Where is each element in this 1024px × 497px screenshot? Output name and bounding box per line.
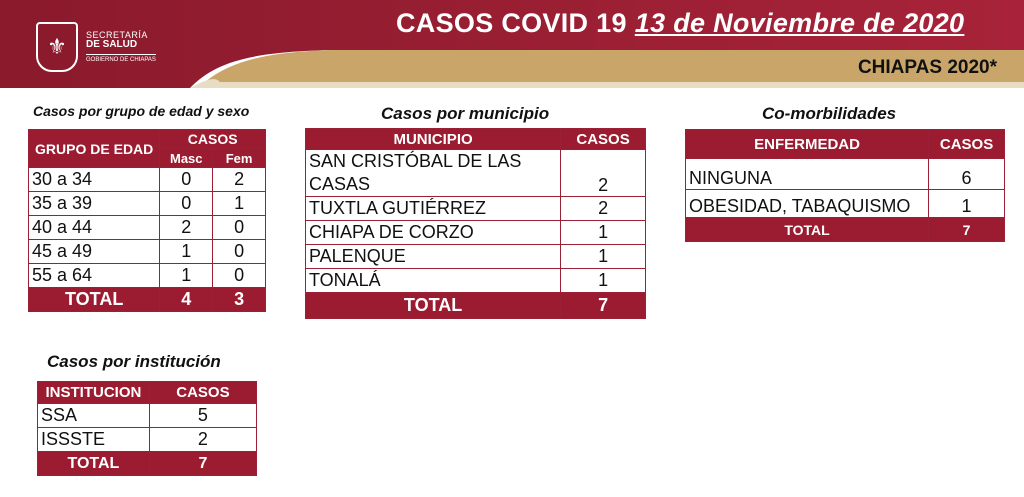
inst-name-cell: ISSSTE [38, 428, 150, 452]
page-title [396, 8, 964, 39]
logo-line2: DE SALUD [86, 39, 138, 51]
inst-cases-cell: 2 [149, 428, 256, 452]
male-cell: 1 [160, 264, 213, 288]
female-cell: 1 [213, 192, 266, 216]
state-label: CHIAPAS 2020* [857, 57, 997, 78]
coat-of-arms-icon: ⚜ [36, 22, 78, 72]
municipio-cases-header: CASOS [561, 129, 646, 150]
municipio-cases-cell: 2 [561, 197, 646, 221]
municipio-name-cell: PALENQUE [306, 245, 561, 269]
table-row [38, 428, 257, 452]
comorb-cases-cell: 1 [929, 190, 1005, 218]
age-col-female-header: Fem [213, 149, 266, 168]
age-group-cell: 55 a 64 [29, 264, 160, 288]
total-value: 7 [149, 452, 256, 476]
female-cell: 2 [213, 168, 266, 192]
age-table [28, 129, 266, 312]
municipio-cases-cell: 1 [561, 245, 646, 269]
header-banner [0, 0, 1024, 90]
comorb-cases-cell: 6 [929, 159, 1005, 190]
municipio-name-cell: CHIAPA DE CORZO [306, 221, 561, 245]
table-row [306, 245, 646, 269]
table-row [306, 221, 646, 245]
inst-table [37, 381, 257, 476]
male-cell: 0 [160, 192, 213, 216]
logo [36, 22, 156, 72]
total-row [306, 293, 646, 319]
age-group-cell: 45 a 49 [29, 240, 160, 264]
inst-cases-cell: 5 [149, 404, 256, 428]
inst-name-cell: SSA [38, 404, 150, 428]
male-cell: 2 [160, 216, 213, 240]
municipio-name-cell: SAN CRISTÓBAL DE LAS CASAS [306, 150, 561, 197]
title-text: CASOS COVID 19 [396, 8, 627, 38]
table-row [29, 216, 266, 240]
municipio-cases-cell: 1 [561, 221, 646, 245]
table-row [29, 192, 266, 216]
total-value: 7 [929, 218, 1005, 242]
age-group-cell: 30 a 34 [29, 168, 160, 192]
municipio-cases-cell: 1 [561, 269, 646, 293]
total-male: 4 [160, 288, 213, 312]
table-row [306, 269, 646, 293]
municipio-cases-cell: 2 [561, 150, 646, 197]
comorb-cases-header: CASOS [929, 130, 1005, 159]
table-row [686, 190, 1005, 218]
comorb-table [685, 129, 1005, 242]
logo-line1: SECRETARÍA [86, 29, 148, 40]
comorb-name-cell: OBESIDAD, TABAQUISMO [686, 190, 929, 218]
total-row [29, 288, 266, 312]
male-cell: 1 [160, 240, 213, 264]
table-row [686, 159, 1005, 190]
title-date: 13 de Noviembre de 2020 [634, 8, 965, 38]
inst-col-header: INSTITUCION [38, 382, 150, 404]
comorb-name-cell: NINGUNA [686, 159, 929, 190]
table-row [29, 240, 266, 264]
total-label: TOTAL [686, 218, 929, 242]
municipio-table-title: Casos por municipio [381, 104, 550, 123]
total-value: 7 [561, 293, 646, 319]
total-label: TOTAL [38, 452, 150, 476]
inst-table-title: Casos por institución [47, 352, 221, 371]
comorb-col-header: ENFERMEDAD [686, 130, 929, 159]
table-row [306, 197, 646, 221]
male-cell: 0 [160, 168, 213, 192]
municipio-table [305, 128, 646, 319]
female-cell: 0 [213, 216, 266, 240]
table-row [38, 404, 257, 428]
age-col-male-header: Masc [160, 149, 213, 168]
female-cell: 0 [213, 264, 266, 288]
table-row [306, 150, 646, 197]
total-label: TOTAL [306, 293, 561, 319]
inst-cases-header: CASOS [149, 382, 256, 404]
municipio-col-header: MUNICIPIO [306, 129, 561, 150]
female-cell: 0 [213, 240, 266, 264]
age-table-title: Casos por grupo de edad y sexo [33, 103, 250, 119]
logo-line3: GOBIERNO DE CHIAPAS [86, 54, 156, 63]
age-col-cases-header: CASOS [160, 130, 266, 149]
comorb-table-title: Co-morbilidades [762, 104, 897, 123]
municipio-name-cell: TUXTLA GUTIÉRREZ [306, 197, 561, 221]
municipio-name-cell: TONALÁ [306, 269, 561, 293]
total-row [38, 452, 257, 476]
total-label: TOTAL [29, 288, 160, 312]
total-row [686, 218, 1005, 242]
age-group-cell: 35 a 39 [29, 192, 160, 216]
table-row [29, 264, 266, 288]
age-group-cell: 40 a 44 [29, 216, 160, 240]
age-col-group-header: GRUPO DE EDAD [29, 130, 160, 168]
table-row [29, 168, 266, 192]
total-female: 3 [213, 288, 266, 312]
